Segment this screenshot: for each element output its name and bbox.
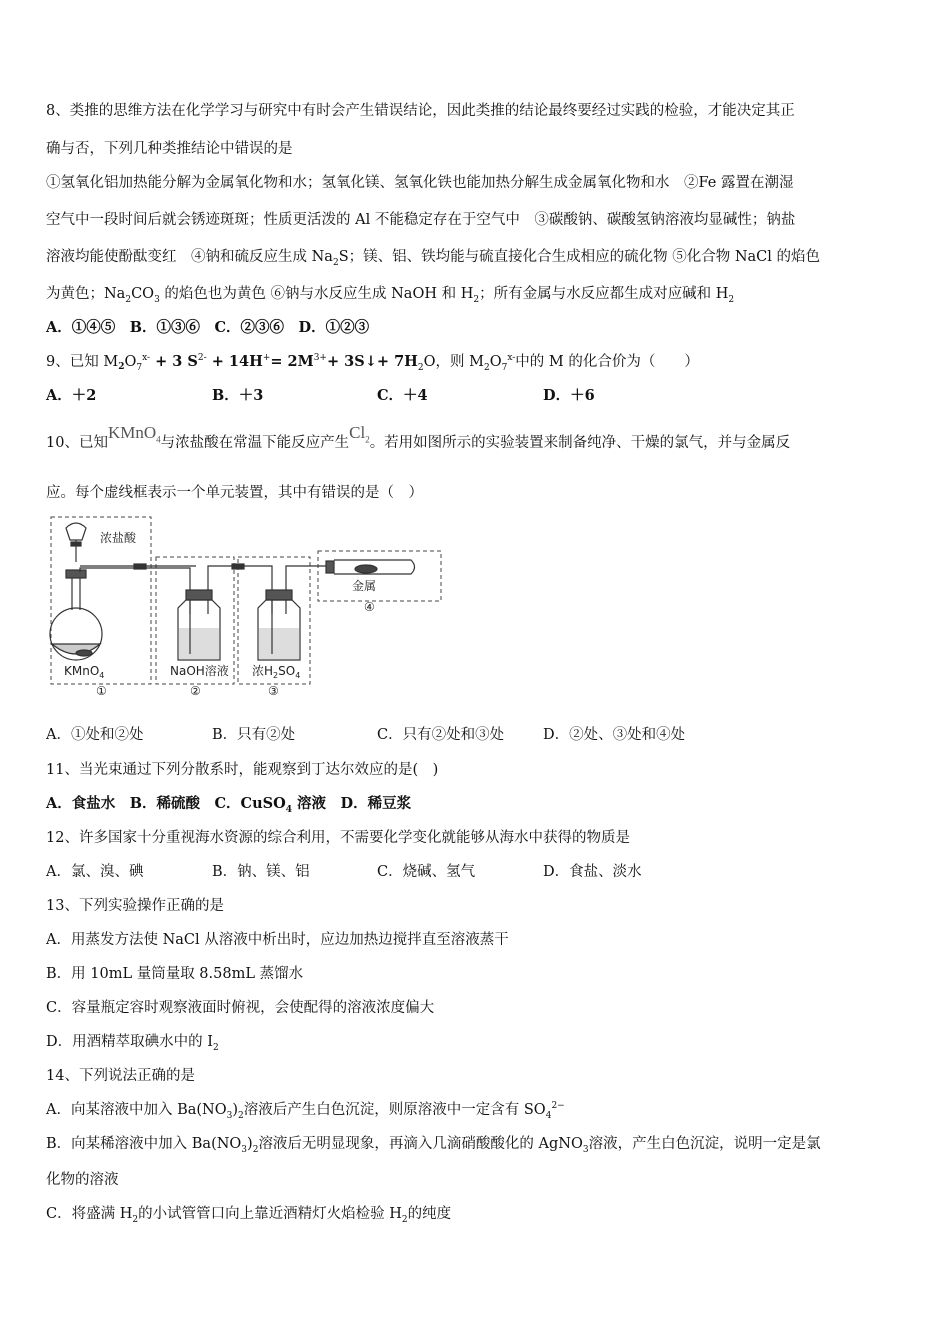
- unit-number-2: ②: [190, 684, 201, 698]
- q8-options: A．①④⑤ B．①③⑥ C．②③⑥ D．①②③: [46, 319, 370, 336]
- q14-option-b-line1: B．向某稀溶液中加入 $Ba(NO_3)_2$溶液后无明显现象，再滴入几滴硝酸酸化的 AgNO$_3$溶液，产生白色沉淀，说明一定是氯: [46, 1136, 821, 1155]
- q8-stem-line2: 确与否，下列几种类推结论中错误的是: [46, 141, 293, 157]
- q8-stem-line1: 8、类推的思维方法在化学学习与研究中有时会产生错误结论，因此类推的结论最终要经过实践的检验，才能决定其正: [46, 103, 795, 119]
- q12-stem: 12、许多国家十分重视海水资源的综合利用，不需要化学变化就能够从海水中获得的物质是: [46, 830, 630, 846]
- q8-statement-line4: 为黄色；$Na_2CO_3$ 的焰色也为黄色 ⑥钠与水反应生成 NaOH 和 $H_2$；所有金属与水反应都生成对应碱和 $H_2$: [46, 286, 735, 305]
- q14-option-b-line2: 化物的溶液: [46, 1172, 119, 1188]
- q10-options: [46, 725, 766, 745]
- round-bottom-flask: [50, 523, 102, 660]
- unit-number-1: ①: [96, 684, 107, 698]
- label-naoh: NaOH溶液: [170, 664, 229, 678]
- q11-options: A．食盐水 B．稀硫酸 C．CuSO$_4$ 溶液 D．稀豆浆: [46, 795, 412, 815]
- q9-option-b: B．＋3: [212, 387, 264, 404]
- h2so4-drying-bottle: [258, 590, 300, 660]
- apparatus-diagram: [46, 514, 446, 698]
- q9-stem: 9、已知 $M_2O_7^{x-} + 3$ $S^{2-} + 14H^+= 2M^{3+}+$ 3S↓+ $7H_2O$，则 $M_2O_7^{x-}$中的 M 的化合价为（ ）: [46, 353, 699, 373]
- unit-box-4: [318, 551, 441, 601]
- label-h2so4: 浓$H_2SO_4$: [252, 664, 301, 680]
- cl2-formula: $Cl_2$: [349, 423, 370, 445]
- q10-stem-line1: 10、已知KMnO$_4$与浓盐酸在常温下能反应产生$Cl_2$。若用如图所示的实验装置来制备纯净、干燥的氯气，并与金属反: [46, 423, 791, 451]
- unit-box-3: [238, 557, 310, 684]
- q9-option-a: A．＋2: [46, 387, 97, 404]
- q8-statement-line3: 溶液均能使酚酞变红 ④钠和硫反应生成 $Na_2S$；镁、铝、铁均能与硫直接化合生成相应的硫化物 ⑤化合物 NaCl 的焰色: [46, 249, 821, 268]
- unit-number-4: ④: [364, 600, 375, 614]
- q14-option-a: A．向某溶液中加入 $Ba(NO_3)_2$溶液后产生白色沉淀，则原溶液中一定含有 $SO_4^{2-}$: [46, 1101, 565, 1121]
- q14-stem: 14、下列说法正确的是: [46, 1068, 195, 1084]
- q12-option-a: A．氯、溴、碘: [46, 864, 144, 880]
- label-metal: 金属: [352, 579, 377, 593]
- q13-option-a: A．用蒸发方法使 NaCl 从溶液中析出时，应边加热边搅拌直至溶液蒸干: [46, 932, 509, 948]
- naoh-wash-bottle: [178, 590, 220, 660]
- q12-option-d: D．食盐、淡水: [543, 864, 642, 880]
- q9-option-c: C．＋4: [377, 387, 428, 404]
- q14-option-c: C．将盛满 $H_2$的小试管管口向上靠近酒精灯火焰检验 $H_2$的纯度: [46, 1206, 452, 1225]
- q12-options: [46, 862, 746, 882]
- q13-option-b: B．用 10mL 量筒量取 8.58mL 蒸馏水: [46, 966, 304, 982]
- connecting-tubes: [80, 564, 331, 614]
- kmno4-formula: KMnO$_4$: [107, 423, 161, 445]
- solid-reagent: [76, 650, 92, 656]
- q10-option-a: A．①处和②处: [46, 727, 144, 743]
- q9-options: [46, 386, 746, 406]
- q10-option-b: B．只有②处: [212, 727, 296, 743]
- q11-stem: 11、当光束通过下列分散系时，能观察到丁达尔效应的是( ): [46, 762, 439, 778]
- q13-stem: 13、下列实验操作正确的是: [46, 898, 224, 914]
- q8-statement-line1: ①氢氧化铝加热能分解为金属氧化物和水；氢氧化镁、氢氧化铁也能加热分解生成金属氧化物和水 ②Fe 露置在潮湿: [46, 175, 794, 191]
- label-kmno4: KMnO$_4$: [64, 664, 105, 680]
- q12-option-c: C．烧碱、氢气: [377, 864, 476, 880]
- reaction-tube: [326, 560, 415, 574]
- unit-number-3: ③: [268, 684, 279, 698]
- q13-option-c: C．容量瓶定容时观察液面时俯视，会使配得的溶液浓度偏大: [46, 1000, 435, 1016]
- metal-sample: [355, 565, 377, 573]
- q9-option-d: D．＋6: [543, 387, 595, 404]
- q13-option-d: D．用酒精萃取碘水中的 $I_2$: [46, 1034, 219, 1053]
- q10-option-c: C．只有②处和③处: [377, 727, 505, 743]
- q12-option-b: B．钠、镁、铝: [212, 864, 310, 880]
- q10-stem-line2: 应。每个虚线框表示一个单元装置，其中有错误的是（ ）: [46, 485, 423, 501]
- q10-option-d: D．②处、③处和④处: [543, 727, 686, 743]
- q8-statement-line2: 空气中一段时间后就会锈迹斑斑；性质更活泼的 Al 不能稳定存在于空气中 ③碳酸钠、碳酸氢钠溶液均显碱性；钠盐: [46, 212, 796, 228]
- label-hcl: 浓盐酸: [100, 531, 137, 545]
